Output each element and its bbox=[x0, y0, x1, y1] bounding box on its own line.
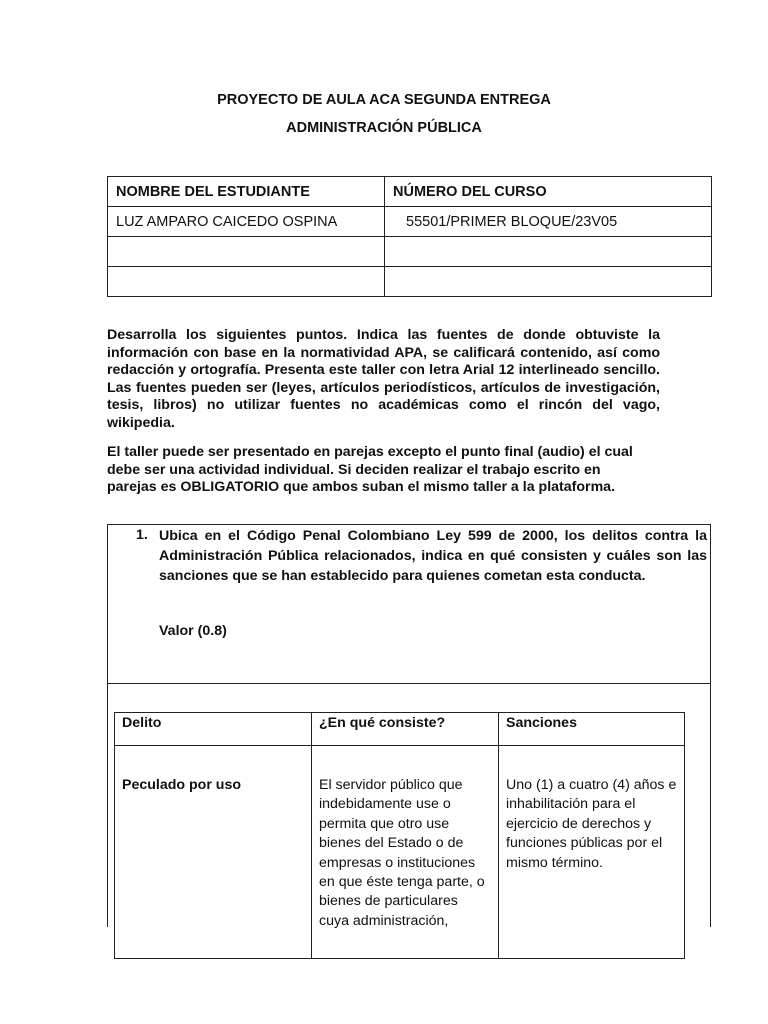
table-header-row bbox=[108, 177, 712, 207]
description-header: ¿En qué consiste? bbox=[312, 713, 499, 746]
table-header-row bbox=[115, 713, 685, 746]
student-name-cell: LUZ AMPARO CAICEDO OSPINA bbox=[108, 207, 385, 237]
document-title: PROYECTO DE AULA ACA SEGUNDA ENTREGA bbox=[217, 92, 551, 108]
document-subtitle: ADMINISTRACIÓN PÚBLICA bbox=[286, 120, 482, 136]
course-number-cell bbox=[385, 237, 712, 267]
instructions-paragraph: Desarrolla los siguientes puntos. Indica las fuentes de donde obtuviste la información con base en la normatividad APA, se calificará contenido, así como redacción y ortografía. Presenta este taller con letra Arial 12 interlineado sencillo. Las fuentes pueden ser (leyes, artículos periodísticos, artículos de investigación, tesis, libros) no utilizar fuentes no académicas como el rincón del vago, wikipedia. bbox=[107, 327, 660, 431]
student-name-cell bbox=[108, 237, 385, 267]
question-value: Valor (0.8) bbox=[159, 623, 227, 639]
course-number-cell bbox=[385, 267, 712, 297]
question-number: 1. bbox=[136, 527, 148, 543]
question-text: Ubica en el Código Penal Colombiano Ley 599 de 2000, los delitos contra la Administración Pública relacionados, indica en qué consisten y cuáles son las sanciones que se han establecido para quienes cometan esta conducta. bbox=[159, 528, 707, 584]
course-number-cell: 55501/PRIMER BLOQUE/23V05 bbox=[385, 207, 712, 237]
table-row bbox=[115, 746, 685, 959]
group-work-paragraph: El taller puede ser presentado en parejas excepto el punto final (audio) el cual debe ser una actividad individual. Si deciden realizar el trabajo escrito en parejas es OBLIGATORIO que ambos suban el mismo taller a la plataforma. bbox=[107, 444, 633, 496]
sanctions-header: Sanciones bbox=[499, 713, 685, 746]
crime-table bbox=[114, 712, 685, 959]
student-name-cell bbox=[108, 267, 385, 297]
student-name-header: NOMBRE DEL ESTUDIANTE bbox=[108, 177, 385, 207]
crime-description-cell: El servidor público que indebidamente use o permita que otro use bienes del Estado o de empresas o instituciones en que éste tenga parte, o bienes de particulares cuya administración, bbox=[312, 746, 499, 959]
crime-sanction-cell: Uno (1) a cuatro (4) años e inhabilitación para el ejercicio de derechos y funciones públicas por el mismo término. bbox=[499, 746, 685, 959]
course-number-header: NÚMERO DEL CURSO bbox=[385, 177, 712, 207]
table-row bbox=[108, 207, 712, 237]
table-row bbox=[108, 267, 712, 297]
table-row bbox=[108, 237, 712, 267]
crime-header: Delito bbox=[115, 713, 312, 746]
question-divider bbox=[107, 683, 711, 684]
student-info-table bbox=[107, 176, 712, 297]
crime-name-cell: Peculado por uso bbox=[115, 746, 312, 959]
